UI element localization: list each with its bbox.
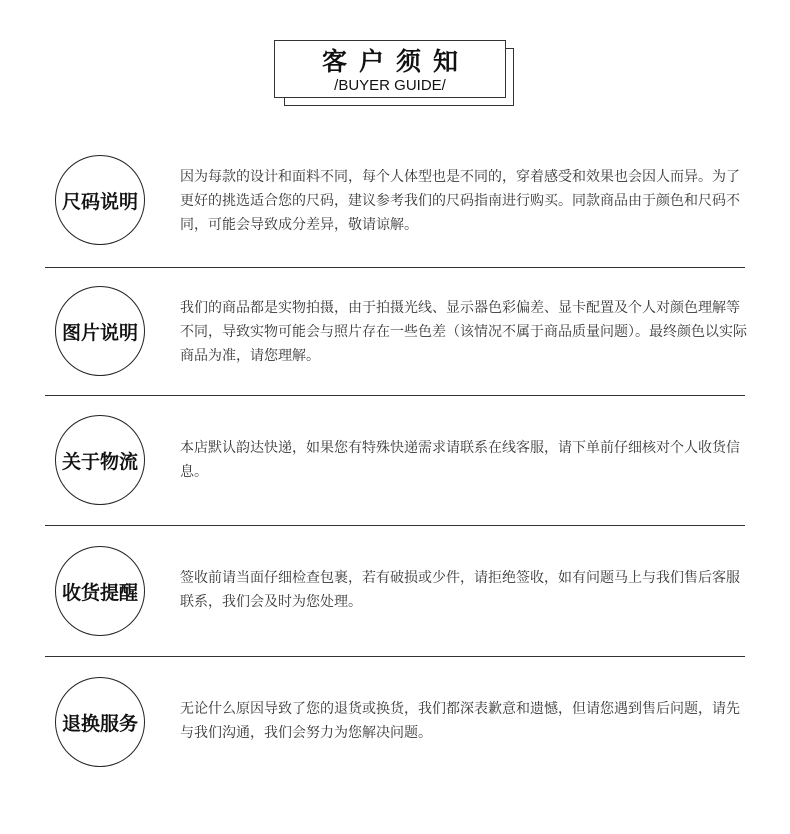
section-divider <box>45 525 745 526</box>
section-text: 本店默认韵达快递，如果您有特殊快递需求请联系在线客服，请下单前仔细核对个人收货信息。 <box>180 440 740 480</box>
section-divider <box>45 267 745 268</box>
section-divider <box>45 395 745 396</box>
title-frame <box>274 40 506 98</box>
section-badge: 关于物流 <box>55 415 145 505</box>
section-badge: 图片说明 <box>55 286 145 376</box>
section-text: 签收前请当面仔细检查包裹，若有破损或少件，请拒绝签收，如有问题马上与我们售后客服联系，我们会及时为您处理。 <box>180 570 740 610</box>
section-badge: 退换服务 <box>55 677 145 767</box>
section-divider <box>45 656 745 657</box>
section-return-service <box>0 677 790 807</box>
page-subtitle: /BUYER GUIDE/ <box>334 77 446 94</box>
section-text: 我们的商品都是实物拍摄，由于拍摄光线、显示器色彩偏差、显卡配置及个人对颜色理解等不同，导致实物可能会与照片存在一些色差（该情况不属于商品质量问题）。最终颜色以实际商品为准，请您理解。 <box>180 300 747 364</box>
section-size-guide <box>0 155 790 285</box>
section-text: 因为每款的设计和面料不同，每个人体型也是不同的，穿着感受和效果也会因人而异。为了更好的挑选适合您的尺码，建议参考我们的尺码指南进行购买。同款商品由于颜色和尺码不同，可能会导致成分差异，敬请谅解。 <box>180 169 740 233</box>
page-title: 客户须知 <box>321 47 470 76</box>
section-image-note <box>0 286 790 416</box>
section-badge: 尺码说明 <box>55 155 145 245</box>
section-badge: 收货提醒 <box>55 546 145 636</box>
section-text: 无论什么原因导致了您的退货或换货，我们都深表歉意和遗憾，但请您遇到售后问题，请先与我们沟通，我们会努力为您解决问题。 <box>180 701 740 741</box>
guide-title-block <box>274 40 514 106</box>
